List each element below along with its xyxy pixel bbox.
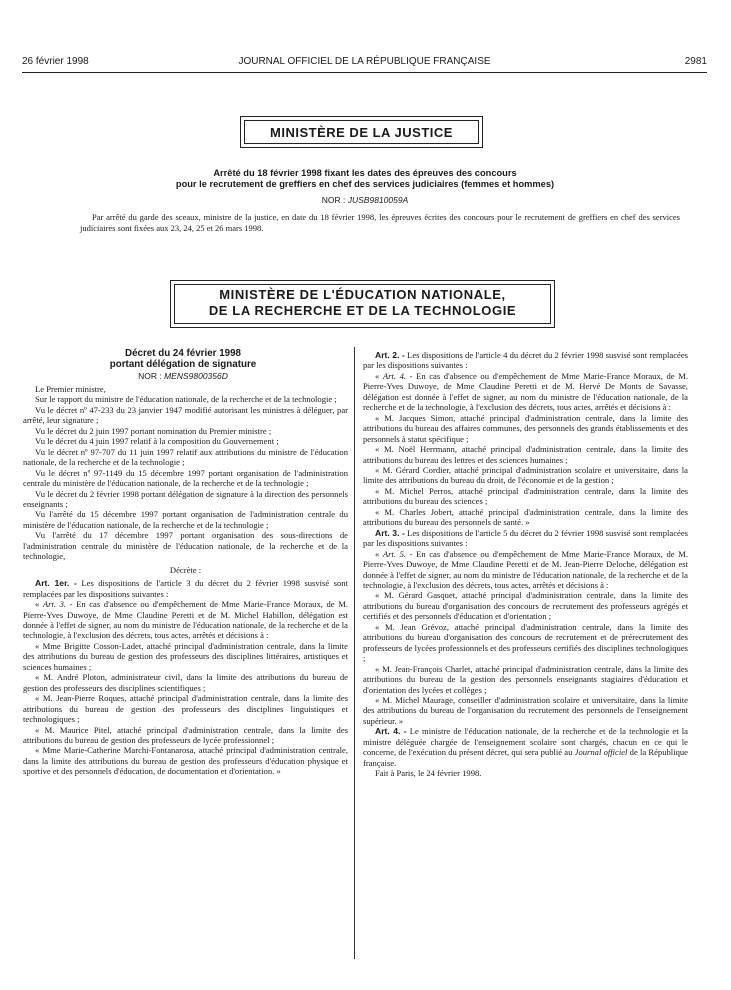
visa-arrete-17-decembre-1997: Vu l'arrêté du 17 décembre 1997 portant organisation des sous-directions de l'administration centrale du ministère de l'éducation nationale, de la recherche et de la technologie,: [23, 530, 348, 562]
article-4-text-b: de la République française.: [363, 747, 688, 768]
education-title-line2: portant délégation de signature: [109, 359, 257, 370]
delegate-ploton: « M. André Ploton, administrateur civil, dans la limite des attributions du bureau de gestion des professeurs des disciplines scientifiques ;: [23, 672, 348, 693]
justice-nor: [240, 195, 490, 205]
visa-arrete-15-decembre-1997: Vu l'arrêté du 15 décembre 1997 portant organisation de l'administration centrale du ministère de l'éducation nationale, de la recherche et de la technologie ;: [23, 509, 348, 530]
article-4-label: Art. 4. -: [375, 726, 407, 737]
article-3-text: Les dispositions de l'article 5 du décret du 2 février 1998 susvisé sont remplacées par les dispositions suivantes :: [363, 527, 688, 549]
education-decree-title: [83, 348, 283, 370]
quote-open: «: [375, 370, 383, 381]
delegate-cordier: « M. Gérard Cordier, attaché principal d'administration scolaire et universitaire, dans la limite des attributions du bureau du droit, de l'économie et de la gestion ;: [363, 464, 688, 486]
delegate-marchi-fontanarosa: « Mme Marie-Catherine Marchi-Fontanarosa, attaché principal d'administration centrale, dans la limite des attributions du bureau de gestion des professeurs d'éducation physique et sportive et des personnels d'éducation, de documentation et d'orientation. »: [23, 745, 348, 777]
journal-officiel-ref: Journal officiel: [574, 747, 628, 758]
delegate-herrmann: « M. Noël Herrmann, attaché principal d'administration centrale, dans la limite des attributions du bureau des lettres et des sciences humaines ;: [363, 444, 688, 465]
quote-open: «: [35, 599, 43, 610]
ministry-education-label: [171, 287, 554, 319]
nor-label: NOR :: [321, 195, 346, 205]
delegate-perros: « M. Michel Perros, attaché principal d'administration centrale, dans la limite des attributions du bureau des sciences ;: [363, 485, 688, 507]
article-1-text: Les dispositions de l'article 3 du décret du 2 février 1998 susvisé sont remplacées par les dispositions suivantes :: [23, 578, 348, 599]
article-3: [363, 528, 688, 549]
preamble-premier-ministre: Le Premier ministre,: [35, 384, 106, 394]
quote-text: - En cas d'absence ou d'empêchement de Mme Marie-France Moraux, de M. Pierre-Yves Duwoye, de Mme Claudine Peretti et de M. Michel Habillon, délégation est donnée à l'effet de signer, au nom du ministre de l'éducation nationale, de la recherche et de la technologie, à l'exclusion des décrets, tous actes, arrêtés et décisions à :: [23, 599, 348, 641]
decrete-heading: Décrète :: [169, 564, 202, 575]
article-4-quote: [363, 371, 688, 413]
ministry-justice-label: MINISTÈRE DE LA JUSTICE: [270, 125, 453, 140]
ministry-education-heading: [170, 280, 555, 328]
education-title-line1: Décret du 24 février 1998: [125, 348, 241, 359]
preamble-rapport: Sur le rapport du ministre de l'éducation nationale, de la recherche et de la technologie ;: [35, 394, 337, 405]
running-header: [22, 56, 707, 73]
issue-date: 26 février 1998: [22, 56, 89, 67]
justice-paragraph: Par arrêté du garde des sceaux, ministre de la justice, en date du 18 février 1998, les épreuves écrites des concours pour le recrutement de greffiers en chef des services judiciaires sont fixées aux 23, 24, 25 et 26 mars 1998.: [80, 212, 680, 233]
delegate-jobert: « M. Charles Jobert, attaché principal d'administration centrale, dans la limite des attributions du bureau des personnels de santé. »: [363, 506, 688, 528]
article-1-label: Art. 1er. -: [35, 578, 77, 589]
justice-decree-title: [60, 168, 670, 190]
article-3-label: Art. 3. -: [375, 527, 405, 538]
article-2: [363, 350, 688, 371]
article-1: [23, 578, 348, 599]
quote-article-label: Art. 4.: [382, 370, 407, 381]
quote-text: - En cas d'absence ou d'empêchement de Mme Marie-France Moraux, de M. Pierre-Yves Duwoye, de Mme Claudine Peretti et de M. Hervé De Monts de Savasse, délégation est donnée à l'effet de signer, au nom du ministre de l'éducation nationale, de la recherche et de la technologie, à l'exclusion des décrets, tous actes, arrêtés et décisions à :: [363, 370, 688, 413]
article-5-quote: [363, 549, 688, 591]
quote-article-label: Art. 5.: [382, 548, 407, 559]
nor-label: NOR :: [138, 371, 162, 381]
visa-decret-97-707: Vu le décret nº 97-707 du 11 juin 1997 relatif aux attributions du ministre de l'éducation nationale, de la recherche et de la technologie ;: [23, 446, 348, 468]
article-2-text: Les dispositions de l'article 4 du décret du 2 février 1998 susvisé sont remplacées par les dispositions suivantes :: [363, 350, 688, 371]
quote-open: «: [375, 548, 383, 559]
article-4: [363, 726, 688, 768]
quote-text: - En cas d'absence ou d'empêchement de Mme Marie-France Moraux, de M. Pierre-Yves Duwoye, de Mme Claudine Peretti et de M. Jean-Pierre Deloche, délégation est donnée à l'effet de signer, au nom du ministre de l'éducation nationale, de la recherche et de la technologie, à l'exclusion des décrets, tous actes, arrêtés et décisions à :: [363, 548, 688, 590]
nor-code: JUSB9810059A: [347, 195, 409, 205]
visa-decret-2-fevrier-1998: Vu le décret du 2 février 1998 portant délégation de signature à la direction des personnels enseignants ;: [23, 488, 348, 509]
delegate-simon: « M. Jacques Simon, attaché principal d'administration centrale, dans la limite des attributions du bureau des affaires communes, des personnels des grands établissements et des personnels à statut spécifique ;: [363, 412, 688, 444]
visa-decret-97-1149: Vu le décret nº 97-1149 du 15 décembre 1997 portant organisation de l'administration centrale du ministère de l'éducation nationale, de la recherche et de la technologie ;: [23, 467, 348, 489]
delegate-roques: « M. Jean-Pierre Roques, attaché principal d'administration centrale, dans la limite des attributions du bureau de gestion des professeurs des disciplines linguistiques et technologiques ;: [23, 693, 348, 725]
education-nor: [83, 371, 283, 381]
quote-article-label: Art. 3.: [42, 599, 67, 610]
article-2-label: Art. 2. -: [375, 350, 405, 360]
delegate-charlet: « M. Jean-François Charlet, attaché principal d'administration centrale, dans la limite des attributions du bureau de la gestion des personnels enseignants stagiaires d'éducation et d'orientation des lycées et collèges ;: [363, 663, 688, 695]
article-4-text-a: Le ministre de l'éducation nationale, de la recherche et de la technologie et la ministre déléguée chargée de l'enseignement scolaire sont chargés, chacun en ce qui le concerne, de l'exécution du présent décret, qui sera publié au: [363, 726, 688, 758]
justice-title-line2: pour le recrutement de greffiers en chef des services judiciaires (femmes et hommes): [175, 179, 555, 189]
delegate-gasquet: « M. Gérard Gasquet, attaché principal d'administration centrale, dans la limite des attributions du bureau d'organisation des concours de recrutement des professeurs agrégés et certifiés et des personnels d'éducation et d'orientation ;: [363, 590, 688, 622]
left-column: [23, 384, 348, 777]
visa-decret-4-juin-1997: Vu le décret du 4 juin 1997 relatif à la composition du Gouvernement ;: [35, 436, 279, 447]
right-column: [363, 350, 688, 779]
ministry-education-line2: DE LA RECHERCHE ET DE LA TECHNOLOGIE: [208, 303, 517, 318]
nor-code: MENS9800356D: [164, 371, 228, 381]
delegate-grevoz: « M. Jean Grévoz, attaché principal d'administration centrale, dans la limite des attributions du bureau d'organisation des concours de recrutement et de prérecrutement des professeurs de lycées professionnels et des professeurs certifiés des disciplines technologiques ;: [363, 621, 688, 664]
page-number: 2981: [684, 56, 707, 67]
ministry-justice-heading: [240, 116, 483, 148]
article-3-quote: [23, 599, 348, 641]
justice-title-line1: Arrêté du 18 février 1998 fixant les dates des épreuves des concours: [213, 168, 517, 178]
delegate-cosson-ladet: « Mme Brigitte Cosson-Ladet, attaché principal d'administration centrale, dans la limite des attributions du bureau de gestion des professeurs des disciplines littéraires, artistiques et sciences humaines ;: [23, 640, 348, 672]
journal-title: JOURNAL OFFICIEL DE LA RÉPUBLIQUE FRANÇAISE: [238, 56, 491, 67]
signoff: Fait à Paris, le 24 février 1998.: [375, 768, 482, 779]
ministry-education-line1: MINISTÈRE DE L'ÉDUCATION NATIONALE,: [219, 287, 506, 302]
delegate-maurage: « M. Michel Maurage, conseiller d'administration scolaire et universitaire, dans la limite des attributions du bureau de l'organisation du recrutement des personnels de l'enseignement supérieur. »: [363, 694, 688, 726]
visa-decret-2-juin-1997: Vu le décret du 2 juin 1997 portant nomination du Premier ministre ;: [35, 425, 272, 436]
delegate-pitel: « M. Maurice Pitel, attaché principal d'administration centrale, dans la limite des attributions du bureau de gestion des professeurs de lycée professionnel ;: [23, 724, 348, 745]
column-divider: [354, 347, 355, 959]
visa-decret-1947: Vu le décret nº 47-233 du 23 janvier 1947 modifié autorisant les ministres à déléguer, par arrêté, leur signature ;: [23, 404, 348, 426]
